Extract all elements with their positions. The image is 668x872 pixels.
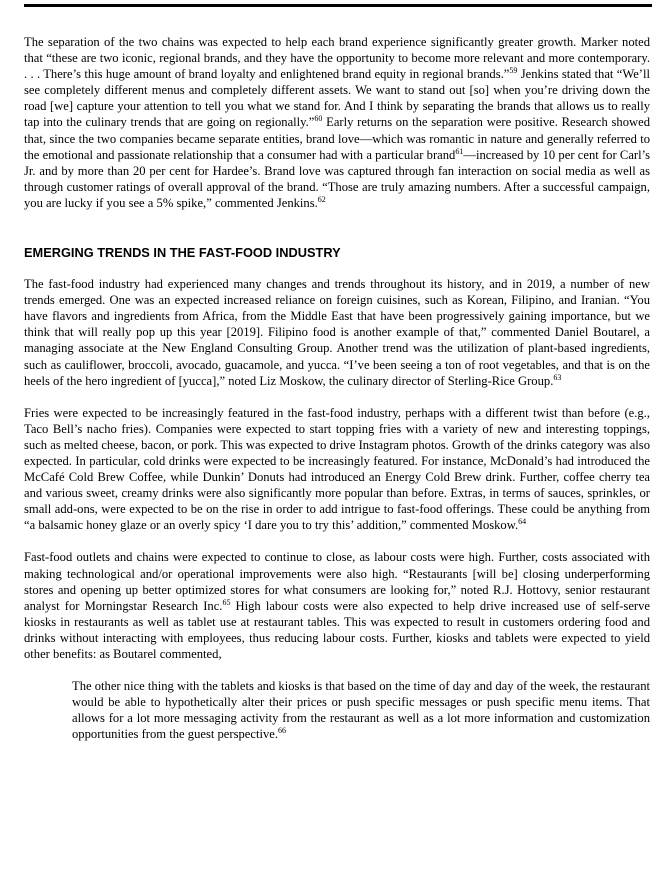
text-run: Early returns on the separation were positive. Research showed that, since the two companies became separate entities, brand love—which was romantic in nature and generally referred to the emotional and passionate relationship that a consumer had with a particular brand <box>24 115 650 162</box>
text-run: High labour costs were also expected to help drive increased use of self-serve kiosks in restaurants as well as tablet use at restaurant tables. This was expected to result in customers ordering food and drinks without interacting with employees, thus reducing labour costs. Further, kiosks and tablets were expected to yield other benefits: as Boutarel commented, <box>24 598 651 661</box>
text-run: The separation of the two chains was expected to help each brand experience significantly greater growth. Marker noted that “these are two iconic, regional brands, and they have the opportunity to become more relevant and more contemporary. . . . There’s this huge amount of brand loyalty and enlightened brand equity in regional brands.” <box>24 35 650 82</box>
footnote-ref: 63 <box>553 372 562 382</box>
text-run: The fast-food industry had experienced many changes and trends throughout its history, and in 2019, a number of new trends emerged. One was an expected increased reliance on foreign cuisines, such as Korean, Filipino, and Iranian. “You have flavors and ingredients from Africa, from the Middle East that have been progressively gaining importance, but we think that will really pop up this year [2019]. Filipino food is another example of that,” commented Daniel Boutarel, a managing associate at the New England Consulting Group. Another trend was the utilization of plant-based ingredients, such as cauliflower, broccoli, avocado, guacamole, and yucca. “I’ve been seeing a ton of root vegetables, and that is on the heels of the hero ingredient of [yucca],” noted Liz Moskow, the culinary director of Sterling-Rice Group. <box>24 277 650 388</box>
section-heading: EMERGING TRENDS IN THE FAST-FOOD INDUSTRY <box>24 245 341 261</box>
text-run: The other nice thing with the tablets and kiosks is that based on the time of day and day of the week, the restaurant would be able to hypothetically alter their prices or push specific messages or push specific menu items. That allows for a lot more messaging activity from the restaurant as well as a lot more information and customization opportunities from the guest perspective. <box>72 679 650 742</box>
footnote-ref: 65 <box>222 597 231 607</box>
footnote-ref: 66 <box>278 726 286 736</box>
header-rule <box>24 4 652 7</box>
footnote-ref: 64 <box>518 517 527 527</box>
footnote-ref: 59 <box>509 66 518 76</box>
footnote-ref: 62 <box>317 194 326 204</box>
paragraph-labour-costs <box>24 549 650 662</box>
footnote-ref: 60 <box>314 114 323 124</box>
text-run: Fries were expected to be increasingly featured in the fast-food industry, perhaps with a different twist than before (e.g., Taco Bell’s nacho fries). Companies were expected to start topping fries with a variety of new and interesting toppings, such as melted cheese, bacon, or pork. This was expected to drive Instagram photos. Growth of the drinks category was also expected. In particular, cold drinks were expected to be increasingly featured. For instance, McDonald’s had introduced the McCafé Cold Brew Coffee, while Dunkin’ Donuts had introduced an Energy Cold Brew drink. Further, coffee cherry tea and various sweet, creamy drinks were also significantly more popular than before. Extras, in terms of sauces, sprinkles, or small add-ons, were expected to be on the rise in order to add intrigue to fast-food offerings. These could be anything from “a balsamic honey glaze or an overly spicy ‘I dare you to try this’ addition,” commented Moskow. <box>24 405 650 533</box>
document-page <box>24 34 650 742</box>
text-run: —increased by 10 per cent for Carl’s Jr. and by more than 20 per cent for Hardee’s. Brand love was captured through fan interaction on social media as well as through customer ratings of overall approval of the brand. “Those are truly amazing numbers. After a successful campaign, you are lucky if you see a 5% spike,” commented Jenkins. <box>24 147 650 210</box>
text-run: Fast-food outlets and chains were expected to continue to close, as labour costs were high. Further, costs associated with making technological and/or operational improvements were also high. “Restaurants [will be] closing underperforming stores and opening up better optimized stores for what consumers are looking for,” noted R.J. Hottovy, senior restaurant analyst for Morningstar Research Inc. <box>24 550 650 613</box>
paragraph-emerging-trends <box>24 276 650 389</box>
section-heading-wrap <box>24 245 650 261</box>
paragraph-fries-drinks <box>24 405 650 534</box>
paragraph-brand-separation <box>24 34 650 211</box>
block-quote <box>72 678 650 742</box>
text-run: Jenkins stated that “We’ll see completely different menus and completely different assets. We want to stand out [so] when you’re driving down the road [we] capture your attention to tell you what we stand for. And I think by separating the brands that allows us to really tap into the culinary trends that are going on regionally.” <box>24 67 650 130</box>
footnote-ref: 61 <box>455 146 464 156</box>
